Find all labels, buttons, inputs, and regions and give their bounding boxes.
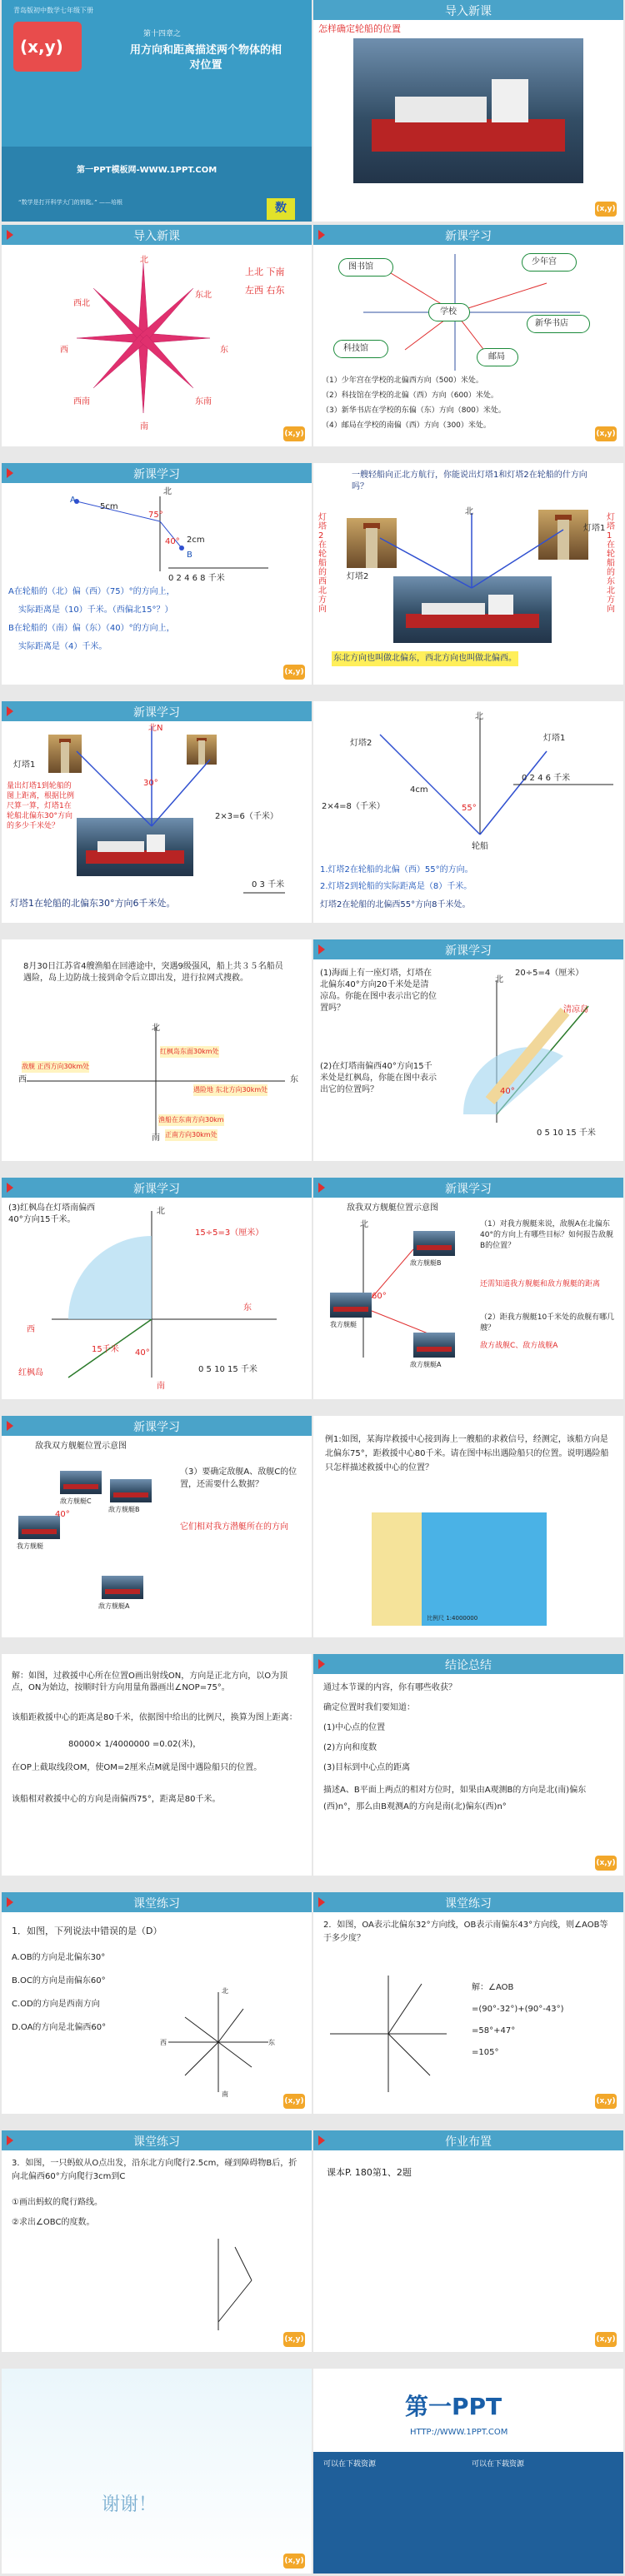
solution-formula: 80000× 1/4000000 =0.02(米)，	[68, 1740, 202, 1749]
question-text: 1．如图，下列说法中错误的是（D）	[12, 1926, 162, 1936]
slide-header	[313, 1178, 623, 1198]
answer-line-4: 实际距离是（4）千米。	[18, 642, 108, 651]
label-angle: 40°	[135, 1348, 150, 1358]
header-text: 新课学习	[133, 706, 180, 720]
label-ship: 轮船	[472, 842, 488, 851]
slide-summary	[313, 1654, 623, 1876]
box-5: 正南方向30km处	[165, 1129, 218, 1141]
brand-url: HTTP://WWW.1PPT.COM	[410, 2428, 508, 2437]
header-text: 课堂练习	[133, 1897, 180, 1911]
row-5	[0, 939, 625, 1164]
logo-text: (x,y)	[20, 37, 63, 57]
compass-n: 北	[140, 256, 148, 265]
place-youth-label: 少年宫	[532, 257, 557, 267]
label-tower-2: 灯塔2	[347, 572, 369, 581]
answer-line-3: （3）新华书店在学校的东偏（东）方向（800）米处。	[322, 406, 506, 415]
course-subtitle: 青岛版初中数学七年级下册	[13, 7, 93, 14]
label-east: 东	[243, 1303, 252, 1313]
label-island: 清凉岛	[563, 1005, 588, 1014]
answer-line-2: （2）科技馆在学校的北偏（西）方向（600）米处。	[322, 391, 498, 400]
header-text: 课堂练习	[445, 1897, 492, 1911]
label-tower: 灯塔1	[13, 760, 36, 770]
calc-text: 15÷5=3（厘米）	[195, 1228, 264, 1238]
badge-text: 数	[275, 202, 287, 215]
slide-header	[313, 225, 623, 245]
box-2: 敌舰 正西方向30km处	[22, 1061, 89, 1073]
footer-logo: (x,y)	[283, 2094, 305, 2109]
summary-line-4: (2)方向和度数	[323, 1743, 378, 1752]
footer-logo: (x,y)	[595, 426, 617, 441]
label-north: 北	[360, 1220, 368, 1229]
label-north: 北	[475, 712, 483, 721]
ship-b-photo	[110, 1479, 152, 1502]
slide-brand	[313, 2369, 623, 2574]
slide-header	[2, 1892, 312, 1912]
brand-right-title: 可以在下载资源	[472, 2460, 525, 2469]
summary-line-5: (3)目标到中心点的距离	[323, 1763, 411, 1772]
header-text: 导入新课	[445, 5, 492, 18]
ship-c-photo	[60, 1471, 102, 1494]
scale-label: 0 2 4 6 千米	[522, 774, 571, 783]
question-text: 2．如图，OA表示北偏东32°方向线，OB表示南偏东43°方向线，则∠AOB等于多少度？	[323, 1921, 608, 1943]
label-south: 南	[157, 1382, 165, 1391]
option-c: C.OD的方向是西南方向	[12, 2000, 100, 2009]
row-11	[0, 2369, 625, 2576]
ship-a-photo	[102, 1576, 143, 1599]
map-s: 南	[152, 1134, 160, 1143]
summary-line-3: (1)中心点的位置	[323, 1723, 386, 1732]
label-angle: 60°	[372, 1292, 387, 1301]
place-school-label: 学校	[440, 307, 457, 316]
slide-solution	[2, 1654, 312, 1876]
slide-lighthouse-island	[313, 939, 623, 1161]
label-5cm: 5cm	[100, 502, 118, 511]
calc-text: 20÷5=4（厘米）	[515, 969, 584, 978]
label-distance: 15千米	[92, 1345, 119, 1354]
question-text: 一艘轻船向正北方航行，你能说出灯塔1和灯塔2在轮船的什方向吗？	[352, 471, 588, 491]
slide-thanks	[2, 2369, 312, 2574]
slide-header	[313, 1892, 623, 1912]
solution-line-4: =105°	[472, 2048, 499, 2057]
row-9	[0, 1892, 625, 2117]
place-science-label: 科技馆	[343, 344, 368, 353]
compass-ne: 东北	[195, 291, 212, 300]
summary-line-2: 确定位置时我们要知道：	[323, 1703, 415, 1712]
ship-photo	[353, 38, 583, 183]
place-bookstore-label: 新华书店	[535, 319, 568, 328]
footer-logo: (x,y)	[595, 1856, 617, 1871]
header-text: 新课学习	[445, 230, 492, 243]
label-tower-1: 灯塔1	[543, 734, 566, 743]
map-e: 东	[290, 1075, 298, 1084]
question-text: （3）要确定敌舰A、敌舰C的位置，还需要什么数据？	[180, 1467, 298, 1489]
label-island: 红枫岛	[18, 1368, 43, 1378]
slide-header	[313, 2130, 623, 2150]
slide-tower2	[313, 701, 623, 923]
label-4cm: 4cm	[410, 785, 428, 795]
label-75deg: 75°	[148, 511, 163, 520]
slide-tower1-distance	[2, 701, 312, 923]
solution-3: 在OP上截取线段OM，使OM=2厘米点M就是图中遇险船只的位置。	[12, 1763, 262, 1772]
footer-logo: (x,y)	[595, 2094, 617, 2109]
note-2: 左西 右东	[245, 285, 285, 296]
slide-homework	[313, 2130, 623, 2352]
label-tower-1: 灯塔1	[583, 524, 606, 533]
row-10	[0, 2130, 625, 2355]
calc-text: 2×4=8（千米）	[322, 802, 385, 811]
footer-logo: (x,y)	[595, 2332, 617, 2347]
compass-e: 东	[220, 346, 228, 355]
label-ship-b: 敌方舰艇B	[108, 1506, 140, 1513]
question-1: (1)海面上有一座灯塔，灯塔在北偏东40°方向20千米处是清凉岛。你能在图中表示出它的位置吗？	[320, 969, 437, 1013]
fig-south: 南	[222, 2090, 228, 2098]
box-3: 渔船在东南方向30km	[158, 1114, 224, 1126]
header-text: 结论总结	[445, 1659, 492, 1672]
slide-intro-ship	[313, 0, 623, 222]
option-a: A.OB的方向是北偏东30°	[12, 1953, 106, 1962]
unit-label: 第十四章之	[143, 30, 182, 38]
slide-two-towers	[313, 463, 623, 685]
ab-diagram	[27, 488, 293, 580]
label-2cm: 2cm	[187, 536, 205, 545]
answer-text: 东北方向也叫做北偏东，西北方向也叫做北偏西。	[332, 651, 518, 666]
practice-1-diagram	[168, 1992, 268, 2092]
summary-line-6: 描述A、B平面上两点的相对方位时，如果由A观测B的方向是北(南)偏东(西)n°，那么由B观测A的方向是南(北)偏东(西)n°	[323, 1786, 587, 1811]
my-ship-photo	[330, 1293, 372, 1318]
slide-compass	[2, 225, 312, 446]
land-area	[372, 1512, 422, 1626]
row-7	[0, 1416, 625, 1641]
option-b: B.OC的方向是南偏东60°	[12, 1976, 106, 1986]
slide-practice-3	[2, 2130, 312, 2352]
label-angle: 30°	[143, 779, 158, 788]
homework-text: 课本P. 180第1、2题	[327, 2167, 412, 2178]
slide-red-maple	[2, 1178, 312, 1399]
side-right: 灯塔1在轮船的东北方向	[607, 513, 615, 614]
option-d: D.OA的方向是北偏西60°	[12, 2023, 107, 2032]
compass-nw: 西北	[73, 299, 90, 308]
header-text: 作业布置	[445, 2135, 492, 2149]
row-6	[0, 1178, 625, 1403]
slide-header	[313, 1654, 623, 1674]
label-north: 北	[465, 507, 473, 516]
answer-1: 还需知道我方舰艇和敌方舰艇的距离	[480, 1280, 601, 1288]
chart-title: 敌我双方舰艇位置示意图	[347, 1203, 438, 1213]
part-2: ②求出∠OBC的度数。	[12, 2218, 95, 2227]
quote-text: “数学是打开科学大门的钥匙。” ——培根	[18, 199, 122, 206]
header-text: 课堂练习	[133, 2135, 180, 2149]
fig-east: 东	[268, 2039, 275, 2046]
scale-label: 0 5 10 15 千米	[198, 1365, 258, 1374]
header-text: 新课学习	[133, 1421, 180, 1434]
header-text: 新课学习	[133, 1183, 180, 1196]
row-4	[0, 701, 625, 926]
label-angle: 40°	[55, 1510, 70, 1519]
label-40deg: 40°	[165, 537, 180, 546]
row-2	[0, 225, 625, 450]
ship-hull	[372, 119, 565, 151]
label-ship-a: 敌方舰艇A	[410, 1361, 442, 1368]
ship-deck	[395, 97, 487, 122]
solution-line-1: 解：∠AOB	[472, 1983, 514, 1992]
label-ship-b: 敌方舰艇B	[410, 1259, 442, 1267]
footer-logo: (x,y)	[283, 426, 305, 441]
map-n: 北	[152, 1024, 160, 1033]
slide-example-1	[313, 1416, 623, 1637]
brand-left-title: 可以在下载资源	[323, 2460, 377, 2469]
question-text: 怎样确定轮船的位置	[318, 23, 401, 34]
my-ship-photo	[18, 1516, 60, 1539]
box-4: 遇险地 东北方向30km处	[193, 1084, 268, 1096]
question-2: (2)在灯塔南偏西40°方向15千米处是红枫岛，你能在图中表示出它的位置吗？	[320, 1062, 437, 1094]
slide-header	[313, 0, 623, 20]
part-1: ①画出蚂蚁的爬行路线。	[12, 2198, 102, 2207]
compass-w: 西	[60, 346, 68, 355]
fig-north: 北	[222, 1987, 228, 1995]
scale-label: 0 2 4 6 8 千米	[168, 574, 225, 583]
scale-label: 0 3 千米	[252, 880, 285, 889]
footer-logo: (x,y)	[283, 665, 305, 680]
answer-line-3: 灯塔2在轮船的北偏西55°方向8千米处。	[320, 900, 471, 909]
slide-header	[2, 1178, 312, 1198]
label-north: 北	[157, 1207, 165, 1216]
label-my-ship: 我方舰艇	[330, 1321, 357, 1328]
slide-header	[2, 225, 312, 245]
thanks-text: 谢谢！	[102, 2494, 158, 2515]
label-angle: 40°	[500, 1087, 515, 1096]
summary-line-1: 通过本节课的内容，你有哪些收获？	[323, 1683, 457, 1692]
answer-line-2: 2.灯塔2到轮船的实际距离是（8）千米。	[320, 882, 472, 891]
brand-text: 第一PPT模板网-WWW.1PPT.COM	[77, 166, 218, 175]
solution-4: 该船相对救援中心的方向是南偏西75°，距离是80千米。	[12, 1795, 221, 1804]
slide-rescue-story	[2, 939, 312, 1161]
row-8	[0, 1654, 625, 1879]
slide-ab-bearing	[2, 463, 312, 685]
solution-line-3: =58°+47°	[472, 2026, 516, 2035]
ask-text: 量出灯塔1到轮船的图上距离，根据比例尺算一算，灯塔1在轮船北偏东30°方向的多少千米处？	[7, 782, 75, 830]
place-library-label: 图书馆	[348, 262, 373, 272]
answer-line-1: 1.灯塔2在轮船的北偏（西）55°的方向。	[320, 865, 473, 874]
question-1: （1）对我方舰艇来说，敌舰A在北偏东40°的方向上有哪些目标？如何报告敌舰B的位置？	[480, 1220, 613, 1250]
question-text: (3)红枫岛在灯塔南偏西40°方向15千米。	[8, 1203, 96, 1224]
answer-text: 它们相对我方潜艇所在的方向	[180, 1522, 288, 1532]
answer-line-4: （4）邮局在学校的南偏（西）方向（300）米处。	[322, 421, 491, 430]
chart-title: 敌我双方舰艇位置示意图	[35, 1442, 127, 1451]
label-west: 西	[27, 1325, 35, 1334]
row-3	[0, 463, 625, 688]
example-text: 例1:如图，某海岸救援中心接到海上一艘船的求救信号，经测定，该船方向是北偏东75°，距救援中心80千米。请在图中标出遇险船只的位置。说明遇险船只怎样描述救援中心的位置？	[325, 1435, 609, 1472]
slide-header	[2, 1416, 312, 1436]
solution-1: 解：如图，过救援中心所在位置O画出射线ON，方向是正北方向，以O为顶点，ON为始边，按顺时针方向用量角器画出∠NOP=75°。	[12, 1672, 288, 1692]
place-post-label: 邮局	[488, 352, 505, 361]
slide-title-text: 用方向和距离描述两个物体的相对位置	[129, 44, 282, 72]
slide-header	[2, 463, 312, 483]
solution-2: 该船距救援中心的距离是80千米，依据图中给出的比例尺，换算为图上距离：	[12, 1713, 298, 1722]
slide-places	[313, 225, 623, 446]
row-1	[0, 0, 625, 225]
note-1: 上北 下南	[245, 267, 285, 277]
footer-logo: (x,y)	[283, 2554, 305, 2569]
label-north: 北	[163, 487, 172, 496]
label-b: B	[187, 551, 192, 560]
header-text: 新课学习	[445, 944, 492, 958]
slide-title	[2, 0, 312, 222]
slide-warships	[313, 1178, 623, 1399]
compass-sw: 西南	[73, 397, 90, 406]
compass-s: 南	[140, 422, 148, 431]
scale-label: 比例尺 1:4000000	[427, 1615, 478, 1622]
question-2: （2）距我方舰艇10千米处的敌舰有哪几艘？	[480, 1313, 615, 1333]
fig-west: 西	[160, 2039, 167, 2046]
answer-line-3: B在轮船的（南）偏（东）（40）°的方向上，	[8, 624, 175, 633]
calc-text: 2×3=6（千米）	[215, 812, 278, 821]
slide-practice-2	[313, 1892, 623, 2114]
header-text: 新课学习	[133, 468, 180, 481]
protractor-diagram	[447, 973, 613, 1139]
answer-line-1: （1）少年宫在学校的北偏西方向（500）米处。	[322, 376, 483, 385]
scale-label: 0 5 10 15 千米	[537, 1129, 596, 1138]
label-ship-a: 敌方舰艇A	[98, 1602, 130, 1610]
story-text: 8月30日江苏省4艘渔船在回港途中，突遇9级强风，船上共３５名船员遇险，岛上边防战士接到命令后立即出发，进行拉网式搜救。	[23, 962, 283, 983]
box-1: 红枫岛东面30km处	[160, 1046, 219, 1058]
map-w: 西	[18, 1075, 27, 1084]
footer-logo: (x,y)	[595, 202, 617, 217]
red-maple-diagram	[35, 1211, 285, 1386]
label-my-ship: 我方舰艇	[17, 1542, 43, 1550]
solution-line-2: =(90°-32°)+(90°-43°)	[472, 2005, 564, 2014]
answer-line-1: A在轮船的（北）偏（西）（75）°的方向上，	[8, 587, 175, 596]
practice-2-diagram	[330, 1976, 447, 2092]
answer-text: 灯塔1在轮船的北偏东30°方向6千米处。	[10, 898, 176, 909]
side-left: 灯塔2在轮船的西北方向	[318, 513, 327, 614]
label-55deg: 55°	[462, 804, 477, 813]
slide-header	[313, 939, 623, 959]
label-a: A	[70, 496, 76, 505]
label-north: 北	[495, 975, 503, 984]
label-tower-2: 灯塔2	[350, 739, 372, 748]
footer-logo: (x,y)	[283, 2332, 305, 2347]
label-north: 北N	[148, 724, 163, 733]
compass-se: 东南	[195, 397, 212, 406]
ship-bridge	[492, 79, 528, 122]
header-text: 导入新课	[133, 230, 180, 243]
slide-header	[2, 2130, 312, 2150]
answer-2: 敌方战舰C、敌方战舰A	[480, 1342, 558, 1350]
brand-logo: 第一PPT	[405, 2393, 502, 2420]
rescue-map	[18, 1023, 293, 1139]
header-text: 新课学习	[445, 1183, 492, 1196]
slide-practice-1	[2, 1892, 312, 2114]
practice-3-diagram	[185, 2230, 285, 2330]
ship-b-photo	[413, 1231, 455, 1256]
slide-warships-data	[2, 1416, 312, 1637]
answer-line-2: 实际距离是（10）千米。（西偏北15°？）	[18, 605, 173, 615]
label-ship-c: 敌方舰艇C	[60, 1497, 92, 1505]
ship-a-photo	[413, 1333, 455, 1358]
title-band	[2, 147, 312, 222]
question-text: 3．如图，一只蚂蚁从O点出发，沿东北方向爬行2.5cm，碰到障碍物B后，折向北偏西60°方向爬行3cm到C	[12, 2159, 298, 2181]
